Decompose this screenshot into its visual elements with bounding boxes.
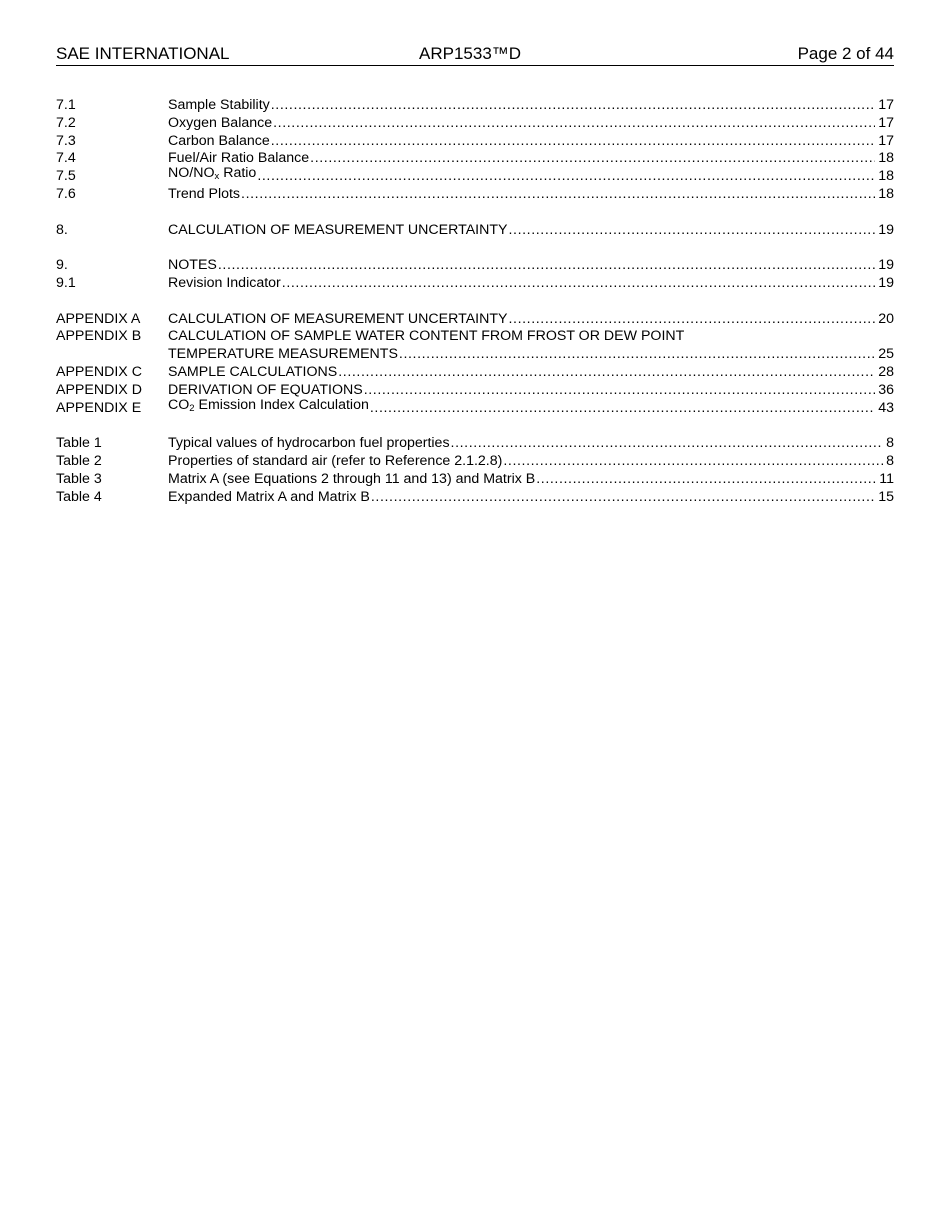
toc-number: 7.5 — [56, 168, 76, 185]
toc-number: Table 3 — [56, 470, 102, 487]
toc-entry[interactable] — [56, 453, 894, 471]
toc-page: 11 — [879, 470, 894, 487]
toc-title: TEMPERATURE MEASUREMENTS — [168, 346, 398, 363]
toc-title: DERIVATION OF EQUATIONS — [168, 381, 363, 398]
dot-leader — [398, 346, 875, 364]
toc-title: CALCULATION OF MEASUREMENT UNCERTAINTY — [168, 221, 508, 238]
toc-title: CALCULATION OF MEASUREMENT UNCERTAINTY — [168, 310, 508, 327]
toc-page: 17 — [878, 114, 894, 131]
toc-entry[interactable] — [56, 186, 894, 204]
toc-title: $CO_2$ Emission Index Calculation — [168, 396, 369, 414]
toc-title: Properties of standard air (refer to Reference 2.1.2.8) — [168, 452, 503, 469]
toc-title: Matrix A (see Equations 2 through 11 and 13) and Matrix B — [168, 470, 536, 487]
toc-number: APPENDIX C — [56, 363, 142, 380]
toc-number: 8. — [56, 221, 68, 238]
dot-leader — [256, 168, 875, 186]
toc-number: 7.3 — [56, 132, 76, 149]
toc-entry[interactable] — [56, 275, 894, 293]
toc-number: 9.1 — [56, 274, 76, 291]
toc-title: Carbon Balance — [168, 132, 270, 149]
toc-page: 25 — [878, 346, 894, 363]
toc-entry[interactable] — [56, 257, 894, 275]
toc-entry[interactable] — [56, 165, 894, 186]
toc-number: 7.6 — [56, 185, 76, 202]
toc-page: 17 — [878, 97, 894, 113]
toc-title: $NO/NO_x$ Ratio — [168, 165, 257, 183]
toc-number: APPENDIX A — [56, 310, 141, 327]
toc-title: SAMPLE CALCULATIONS — [168, 363, 338, 380]
toc-entry[interactable] — [56, 133, 894, 151]
toc-number: APPENDIX E — [56, 399, 142, 416]
organization-name: SAE INTERNATIONAL — [56, 44, 230, 63]
toc-number: 7.4 — [56, 150, 76, 167]
dot-leader — [281, 275, 875, 293]
toc-entry[interactable] — [56, 311, 894, 329]
page-indicator: Page 2 of 44 — [797, 44, 894, 63]
toc-title-line1: CALCULATION OF SAMPLE WATER CONTENT FROM FROST OR DEW POINT — [168, 328, 685, 345]
toc-page: 15 — [878, 488, 894, 505]
toc-number: Table 2 — [56, 452, 102, 469]
toc-number: APPENDIX D — [56, 381, 142, 398]
toc-page: 19 — [878, 274, 894, 291]
dot-leader — [508, 222, 876, 240]
dot-leader — [272, 115, 875, 133]
page-header — [56, 44, 894, 66]
toc-number: Table 1 — [56, 435, 102, 452]
table-of-contents — [56, 97, 894, 506]
toc-page: 18 — [878, 168, 894, 185]
toc-number: Table 4 — [56, 488, 102, 505]
toc-number: APPENDIX B — [56, 328, 142, 345]
toc-page: 17 — [878, 132, 894, 149]
dot-leader — [309, 150, 875, 168]
dot-leader — [508, 311, 876, 329]
toc-entry[interactable] — [56, 435, 894, 453]
toc-title: Revision Indicator — [168, 274, 281, 291]
toc-page: 8 — [886, 452, 894, 469]
toc-number: 9. — [56, 257, 68, 274]
toc-title: NOTES — [168, 257, 217, 274]
toc-entry[interactable] — [56, 115, 894, 133]
toc-page: 43 — [878, 399, 894, 416]
document-number: ARP1533™D — [419, 44, 522, 63]
toc-entry-continuation[interactable] — [56, 346, 894, 364]
toc-entry[interactable] — [56, 396, 894, 418]
toc-number: 7.2 — [56, 114, 76, 131]
dot-leader — [270, 97, 875, 115]
dot-leader — [535, 471, 876, 489]
toc-page: 36 — [878, 381, 894, 398]
toc-page: 19 — [878, 221, 894, 238]
dot-leader — [217, 257, 875, 275]
toc-entry[interactable] — [56, 471, 894, 489]
dot-leader — [363, 382, 876, 400]
toc-title: Sample Stability — [168, 97, 270, 113]
toc-title: Expanded Matrix A and Matrix B — [168, 488, 370, 505]
toc-page: 18 — [878, 185, 894, 202]
toc-page: 8 — [886, 435, 894, 452]
toc-title: Trend Plots — [168, 185, 241, 202]
toc-page: 18 — [878, 150, 894, 167]
toc-entry[interactable] — [56, 489, 894, 507]
dot-leader — [502, 453, 883, 471]
toc-entry[interactable] — [56, 97, 894, 115]
toc-page: 28 — [878, 363, 894, 380]
toc-entry[interactable] — [56, 222, 894, 240]
toc-title: Typical values of hydrocarbon fuel properties — [168, 435, 450, 452]
toc-title: Fuel/Air Ratio Balance — [168, 150, 310, 167]
dot-leader — [370, 489, 875, 507]
toc-number: 7.1 — [56, 97, 76, 113]
toc-page: 20 — [878, 310, 894, 327]
toc-page: 19 — [878, 257, 894, 274]
dot-leader — [450, 435, 884, 453]
toc-entry[interactable] — [56, 364, 894, 382]
dot-leader — [270, 133, 875, 151]
toc-title: Oxygen Balance — [168, 114, 273, 131]
dot-leader — [369, 400, 875, 418]
toc-entry[interactable] — [56, 328, 894, 346]
dot-leader — [337, 364, 875, 382]
dot-leader — [240, 186, 875, 204]
